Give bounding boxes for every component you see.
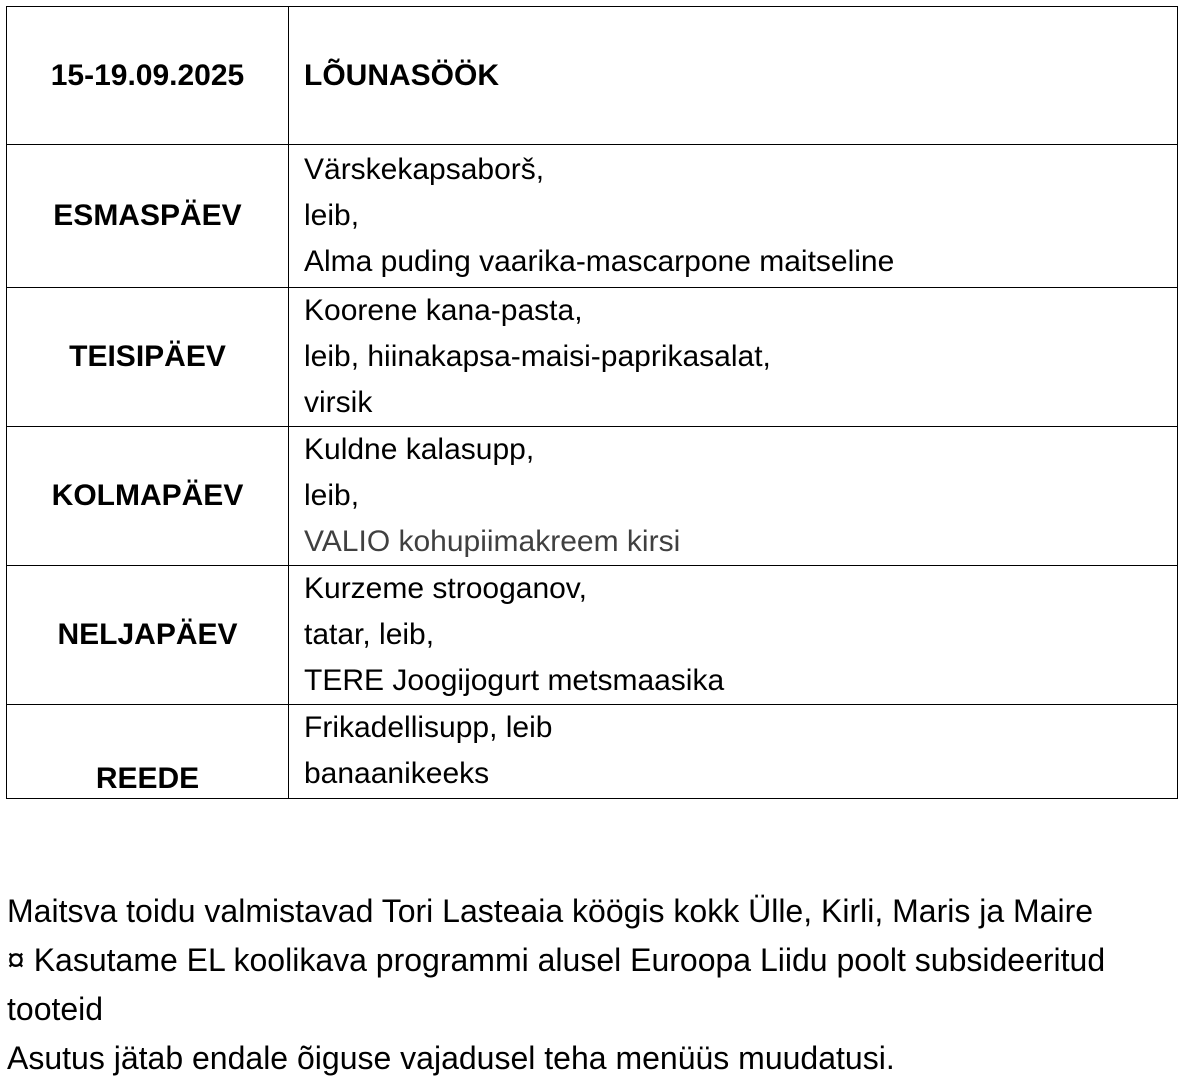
date-range: 15-19.09.2025 — [7, 7, 289, 145]
table-row-thursday — [7, 566, 1178, 705]
day-label-friday: REEDE — [7, 705, 289, 799]
table-row-friday — [7, 705, 1178, 799]
table-row-tuesday — [7, 288, 1178, 427]
footer-notes — [7, 887, 1179, 1083]
meal-line: leib, — [304, 199, 360, 232]
table-row-monday — [7, 145, 1178, 288]
meal-line: TERE Joogijogurt metsmaasika — [304, 664, 725, 697]
meal-line: Kuldne kalasupp, — [304, 433, 535, 466]
meal-title — [289, 7, 1178, 145]
meal-line: Kurzeme strooganov, — [304, 572, 587, 605]
meal-line: tatar, leib, — [304, 618, 435, 651]
meal-line: VALIO kohupiimakreem kirsi — [304, 525, 681, 558]
meal-line: Alma puding vaarika-mascarpone maitseline — [304, 245, 895, 278]
table-row-wednesday — [7, 427, 1178, 566]
meal-line: banaanikeeks — [304, 757, 490, 790]
header-row — [7, 7, 1178, 145]
meal-line: Frikadellisupp, leib — [304, 711, 553, 744]
meal-line: Koorene kana-pasta, — [304, 294, 583, 327]
menu-table — [6, 6, 1178, 799]
day-label-tuesday: TEISIPÄEV — [7, 288, 289, 427]
meal-title-text: LÕUNASÖÖK — [304, 58, 499, 92]
meal-line: leib, hiinakapsa-maisi-paprikasalat, — [304, 340, 771, 373]
day-label-thursday: NELJAPÄEV — [7, 566, 289, 705]
meal-cell-tuesday — [289, 288, 1178, 427]
day-label-monday: ESMASPÄEV — [7, 145, 289, 288]
meal-cell-friday — [289, 705, 1178, 799]
meal-cell-thursday — [289, 566, 1178, 705]
cooks-note: Maitsva toidu valmistavad Tori Lasteaia köögis kokk Ülle, Kirli, Maris ja Maire — [7, 893, 1094, 929]
meal-cell-wednesday — [289, 427, 1178, 566]
meal-line: Värskekapsaborš, — [304, 153, 545, 186]
menu-change-disclaimer: Asutus jätab endale õiguse vajadusel teha menüüs muudatusi. — [7, 1040, 895, 1076]
day-label-wednesday: KOLMAPÄEV — [7, 427, 289, 566]
meal-line: leib, — [304, 479, 360, 512]
eu-subsidy-note: ¤ Kasutame EL koolikava programmi alusel Euroopa Liidu poolt subsideeritud tooteid — [7, 942, 1106, 1027]
meal-cell-monday — [289, 145, 1178, 288]
meal-line: virsik — [304, 386, 373, 419]
